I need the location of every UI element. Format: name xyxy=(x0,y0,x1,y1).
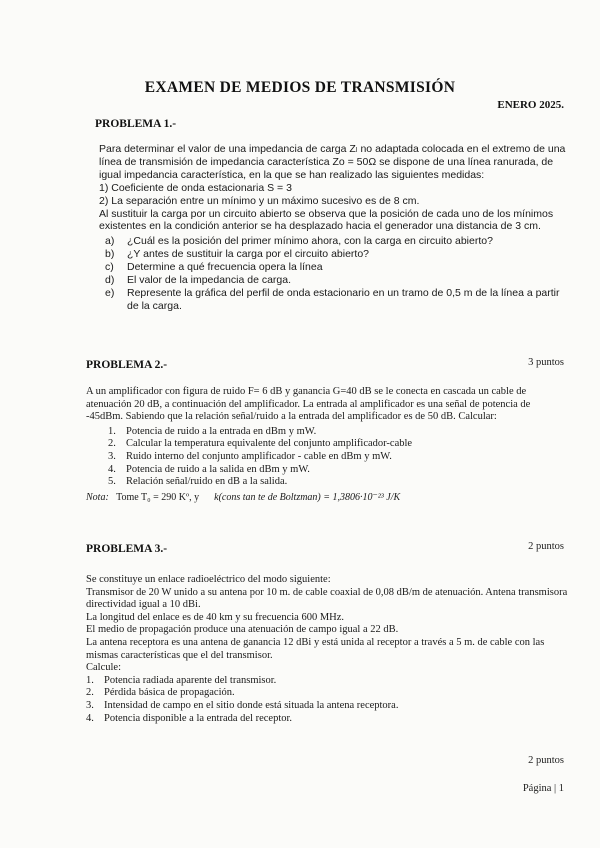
problem-1-heading: PROBLEMA 1.- xyxy=(95,118,177,130)
problem-3-line: El medio de propagación produce una atenuación de campo igual a 22 dB. xyxy=(86,624,399,636)
problem-2-intro: A un amplificador con figura de ruido F= 6 dB y ganancia G=40 dB se le conecta en cascada un cable de atenuación 20 dB, a continuación del amplificador. La entrada al amplificador es una señal de potencia de -45dBm. Sabiendo que la relación señal/ruido a la entrada del amplificador es de 50 dB. Calcular: xyxy=(86,386,531,423)
problem-3-line: Calcule: xyxy=(86,662,121,674)
problem-3-items xyxy=(86,675,570,725)
exam-title: EXAMEN DE MEDIOS DE TRANSMISIÓN xyxy=(144,79,456,96)
list-item: 4. Potencia de ruido a la salida en dBm y mW. xyxy=(108,463,310,475)
list-item: 2. Calcular la temperatura equivalente del conjunto amplificador-cable xyxy=(108,438,413,450)
list-item: e) Represente la gráfica del perfil de onda estacionario en un tramo de 0,5 m de la línea a partir de la carga. xyxy=(105,286,560,312)
problem-2-heading: PROBLEMA 2.- xyxy=(86,359,168,371)
problem-3-body xyxy=(86,574,570,725)
problem-2-points: 2 puntos xyxy=(528,541,564,552)
list-item: 1. Potencia de ruido a la entrada en dBm y mW. xyxy=(108,425,317,437)
problem-3-line: Se constituye un enlace radioeléctrico del modo siguiente: xyxy=(86,574,331,585)
list-item: 1. Potencia radiada aparente del transmisor. xyxy=(86,674,277,686)
list-item: 4. Potencia disponible a la entrada del receptor. xyxy=(86,712,293,724)
problem-1-body xyxy=(99,143,569,313)
list-item: 5. Relación señal/ruido en dB a la salida. xyxy=(108,476,288,488)
problem-1-intro: Para determinar el valor de una impedancia de carga Zₗ no adaptada colocada en el extremo de una línea de transmisión de impedancia característica Zo = 50Ω se dispone de una línea ranurada, de igual impedancia característica, en la que se han realizado las siguientes medidas: xyxy=(99,143,566,181)
list-item: c) Determine a qué frecuencia opera la línea xyxy=(105,261,323,274)
problem-2-items xyxy=(108,426,566,489)
problem-1-paragraph-2: Al sustituir la carga por un circuito abierto se observa que la posición de cada uno de los mínimos existentes en la condición anterior se ha desplazado hacia el generador una distancia de 3 cm. xyxy=(99,207,554,233)
problem-3-line: La antena receptora es una antena de ganancia 12 dBi y está unida al receptor a través a 5 m. de cable con las mismas características que el del transmisor. xyxy=(86,636,545,661)
list-item: a) ¿Cuál es la posición del primer mínimo ahora, con la carga en circuito abierto? xyxy=(105,235,493,248)
problem-2-body xyxy=(86,386,566,504)
boltzmann-formula: k(cons tan te de Boltzman) = 1,3806·10⁻²³ J/K xyxy=(214,491,401,503)
problem-3-line: La longitud del enlace es de 40 km y su frecuencia 600 MHz. xyxy=(86,611,345,623)
problem-1-measure-1: 1) Coeficiente de onda estacionaria S = 3 xyxy=(99,181,292,194)
exam-date: ENERO 2025. xyxy=(497,99,564,111)
problem-3-line: Transmisor de 20 W unido a su antena por 10 m. de cable coaxial de 0,08 dB/m de atenuación. Antena transmisora directividad igual a 10 dBi. xyxy=(86,586,568,611)
problem-1-questions xyxy=(99,235,569,312)
list-item: 3. Ruido interno del conjunto amplificador - cable en dBm y mW. xyxy=(108,450,392,462)
list-item: d) El valor de la impedancia de carga. xyxy=(105,274,292,287)
problem-1-measure-2: 2) La separación entre un mínimo y un máximo sucesivo es de 8 cm. xyxy=(99,194,420,207)
problem-2-note: Nota: Tome T₀ = 290 Kº, y k(cons tan te de Boltzman) = 1,3806·10⁻²³ J/K xyxy=(86,491,401,503)
problem-3-heading: PROBLEMA 3.- xyxy=(86,543,168,555)
problem-3-points: 2 puntos xyxy=(528,755,564,766)
list-item: 2. Pérdida básica de propagación. xyxy=(86,687,235,699)
problem-1-points: 3 puntos xyxy=(528,357,564,368)
list-item: 3. Intensidad de campo en el sitio donde está situada la antena receptora. xyxy=(86,699,399,711)
page-number: Página | 1 xyxy=(522,783,564,794)
list-item: b) ¿Y antes de sustituir la carga por el circuito abierto? xyxy=(105,248,370,261)
